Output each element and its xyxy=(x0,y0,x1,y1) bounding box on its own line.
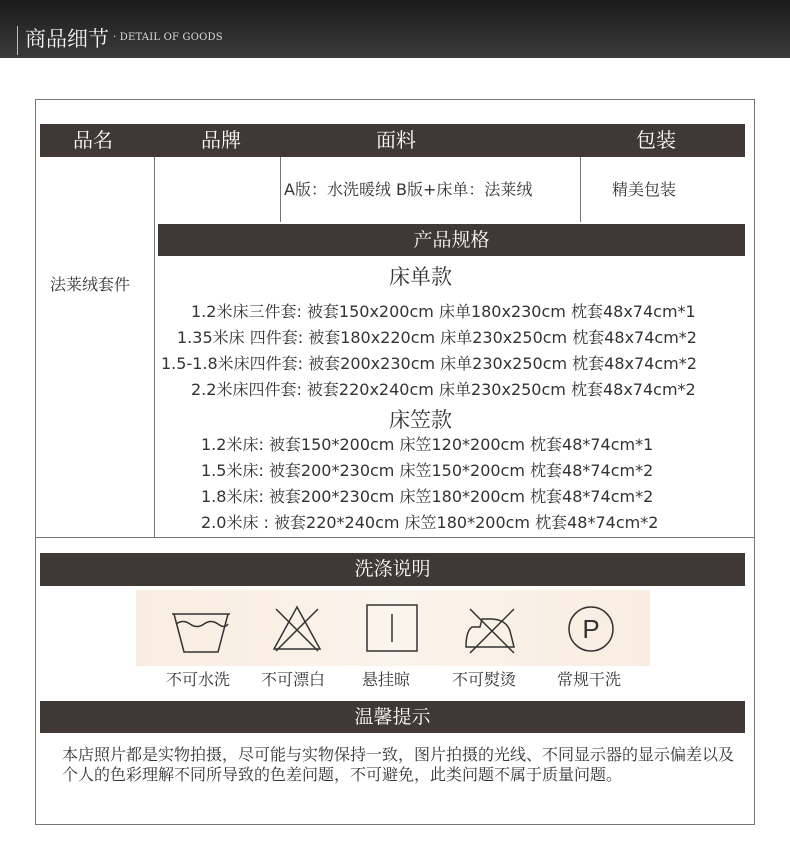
product-name: 法莱绒套件 xyxy=(50,275,131,294)
flat-spec-row: 1.5-1.8米床四件套: 被套200x230cm 床单230x250cm 枕套48x74cm*2 xyxy=(161,354,697,373)
fabric-value: A版：水洗暖绒 B版+床单：法莱绒 xyxy=(284,180,533,199)
table-header xyxy=(40,124,745,157)
care-label-no-iron: 不可熨烫 xyxy=(452,670,517,689)
grid-hline-bottom xyxy=(35,537,755,538)
title-divider xyxy=(17,26,18,55)
flat-spec-row: 1.35米床 四件套: 被套180x220cm 床单230x250cm 枕套48x74cm*2 xyxy=(177,328,697,347)
top-title-bar xyxy=(0,0,790,58)
care-label-no-wash: 不可水洗 xyxy=(166,670,231,689)
dry-clean-letter: P xyxy=(582,614,600,644)
care-bar xyxy=(40,553,745,586)
care-label-dry-clean: 常规干洗 xyxy=(557,670,622,689)
notice-title: 温馨提示 xyxy=(354,706,431,728)
notice-text: 本店照片都是实物拍摄，尽可能与实物保持一致，图片拍摄的光线、不同显示器的显示偏差以及个人的色彩理解不同所导致的色差问题，不可避免，此类问题不属于质量问题。 xyxy=(62,745,735,784)
fitted-spec-row: 1.2米床: 被套150*200cm 床笠120*200cm 枕套48*74cm*1 xyxy=(201,435,654,454)
no-iron-icon xyxy=(458,601,522,657)
col-fabric: 面料 xyxy=(376,128,416,152)
care-title: 洗涤说明 xyxy=(354,558,431,580)
flat-spec-row: 1.2米床三件套: 被套150x200cm 床单180x230cm 枕套48x74cm*1 xyxy=(191,302,696,321)
hang-dry-icon xyxy=(364,602,420,654)
col-name: 品名 xyxy=(73,128,113,152)
packaging-value: 精美包装 xyxy=(612,180,677,199)
no-wash-icon xyxy=(168,604,234,662)
page-title: 商品细节 xyxy=(25,27,109,51)
fitted-spec-row: 1.5米床: 被套200*230cm 床笠150*200cm 枕套48*74cm*2 xyxy=(201,461,654,480)
fitted-spec-row: 1.8米床: 被套200*230cm 床笠180*200cm 枕套48*74cm*2 xyxy=(201,487,654,506)
fitted-spec-row: 2.0米床 : 被套220*240cm 床笠180*200cm 枕套48*74cm*2 xyxy=(201,513,659,532)
col-brand: 品牌 xyxy=(201,128,241,152)
dry-clean-icon xyxy=(565,603,617,655)
notice-bar xyxy=(40,701,745,733)
col-packaging: 包装 xyxy=(636,128,676,152)
page-subtitle: · DETAIL OF GOODS xyxy=(113,32,223,43)
specs-title: 产品规格 xyxy=(413,229,490,251)
grid-vline-1 xyxy=(154,157,155,537)
flat-spec-row: 2.2米床四件套: 被套220x240cm 床单230x250cm 枕套48x74cm*2 xyxy=(191,380,696,399)
care-label-no-bleach: 不可漂白 xyxy=(261,670,326,689)
fitted-sheet-title: 床笠款 xyxy=(389,408,452,432)
specs-bar xyxy=(158,224,745,256)
no-bleach-icon xyxy=(270,603,324,655)
grid-vline-2 xyxy=(280,157,281,222)
grid-vline-3 xyxy=(580,157,581,222)
flat-sheet-title: 床单款 xyxy=(389,265,452,289)
care-label-hang-dry: 悬挂晾 xyxy=(362,670,411,689)
